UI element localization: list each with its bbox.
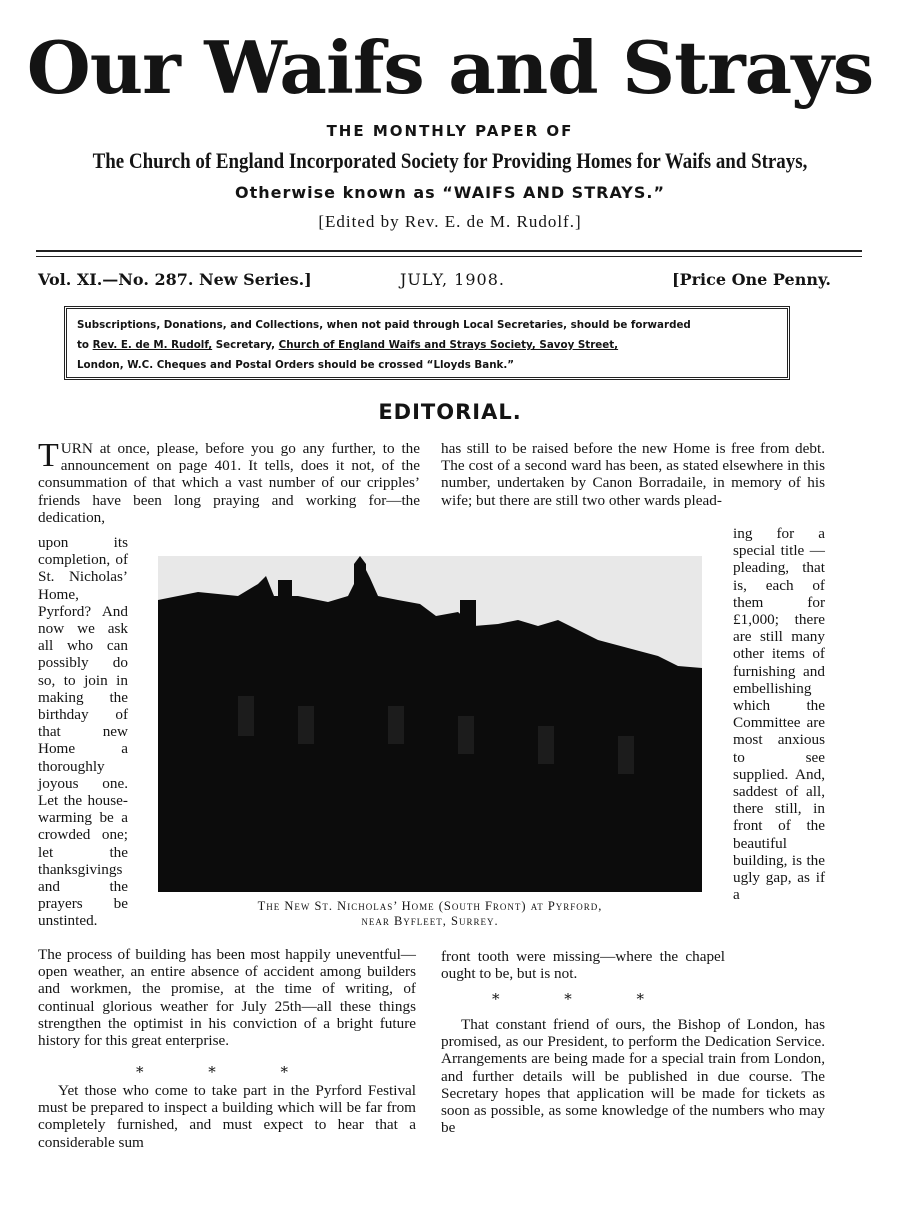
photo-caption [158, 899, 702, 929]
header-rule-bottom [36, 256, 862, 257]
notice-line-2: to Rev. E. de M. Rudolf, Secretary, Church of England Waifs and Strays Society, Savoy Street, [77, 339, 619, 351]
photo-st-nicholas-home [158, 556, 702, 892]
header-rule-top [36, 250, 862, 252]
drop-cap: T [38, 437, 59, 474]
society-address: Church of England Waifs and Strays Society, Savoy Street, [278, 339, 619, 351]
editorial-paragraph-right: That constant friend of ours, the Bishop of London, has promised, as our President, to perform the Dedication Service. Arrangements are being made for a special train from London, and further details will be published in due course. The Secretary hopes that application will be made for tickets as soon as possible, as some knowledge of the numbers who may be [441, 1016, 825, 1137]
society-name: The Church of England Incorporated Society for Providing Homes for Waifs and Strays, [92, 148, 808, 173]
notice-line-1: Subscriptions, Donations, and Collections, when not paid through Local Secretaries, should be forwarded [77, 319, 691, 331]
also-known-as: Otherwise known as “WAIFS AND STRAYS.” [235, 183, 665, 202]
building-photo-image [158, 556, 702, 892]
editorial-paragraph-3: Yet those who come to take part in the Pyrford Festival must be prepared to inspect a building which will be far from completely furnished, and must expect to hear that a considerable sum [38, 1082, 416, 1151]
editorial-left-narrow: upon its completion, of St. Nicholas’ Home, Pyrford? And now we ask all who can possibly do so, to join in making the birthday of that new Home a thoroughly joyous one. Let the house-warming be a crowded one; let the thanksgivings and the prayers be unstinted. [38, 534, 128, 930]
section-break-left: * * * [135, 1063, 319, 1081]
section-break-right: * * * [491, 990, 675, 1008]
volume-number: Vol. XI.—No. 287. New Series.] [38, 270, 312, 289]
caption-line-2: near Byfleet, Surrey. [361, 914, 499, 928]
masthead-title: Our Waifs and Strays [26, 25, 874, 110]
issue-date: JULY, 1908. [400, 270, 505, 289]
notice-line-3: London, W.C. Cheques and Postal Orders should be crossed “Lloyds Bank.” [77, 359, 515, 371]
issue-price: [Price One Penny. [672, 270, 831, 289]
editorial-right-top: has still to be raised before the new Home is free from debt. The cost of a second ward has been, as stated elsewhere in this number, undertaken by Canon Borradaile, in memory of his wife; but there are still two other wards plead- [441, 440, 825, 509]
secretary-name: Rev. E. de M. Rudolf, [92, 339, 213, 351]
masthead-subtitle: THE MONTHLY PAPER OF [326, 122, 574, 140]
editor-line: [Edited by Rev. E. de M. Rudolf.] [318, 212, 582, 231]
editorial-right-narrow: ing for a special title —pleading, that is, each of them for £1,000; there are still many other items of furnishing and embellishing which the Committee are most anxious to see supplied. And, saddest of all, there still, in front of the beautiful building, is the ugly gap, as if a [733, 525, 825, 904]
editorial-paragraph-2: The process of building has been most happily uneventful—open weather, an entire absence of accident among builders and workmen, the promise, at the time of writing, of continual glorious weather for July 25th—all these things strengthen the optimist in his conviction of a bright future history for this great enterprise. [38, 946, 416, 1050]
editorial-heading: EDITORIAL. [378, 400, 522, 424]
caption-line-1: The New St. Nicholas’ Home (South Front) at Pyrford, [257, 899, 603, 913]
subscription-notice [64, 306, 790, 380]
editorial-paragraph-1: TURN at once, please, before you go any further, to the announcement on page 401. It tells, does it not, of the consummation of that which a vast number of our cripples’ friends have been long praying and working for—the dedication, [38, 437, 420, 526]
editorial-right-bottom: front tooth were missing—where the chapel ought to be, but is not. [441, 948, 725, 983]
